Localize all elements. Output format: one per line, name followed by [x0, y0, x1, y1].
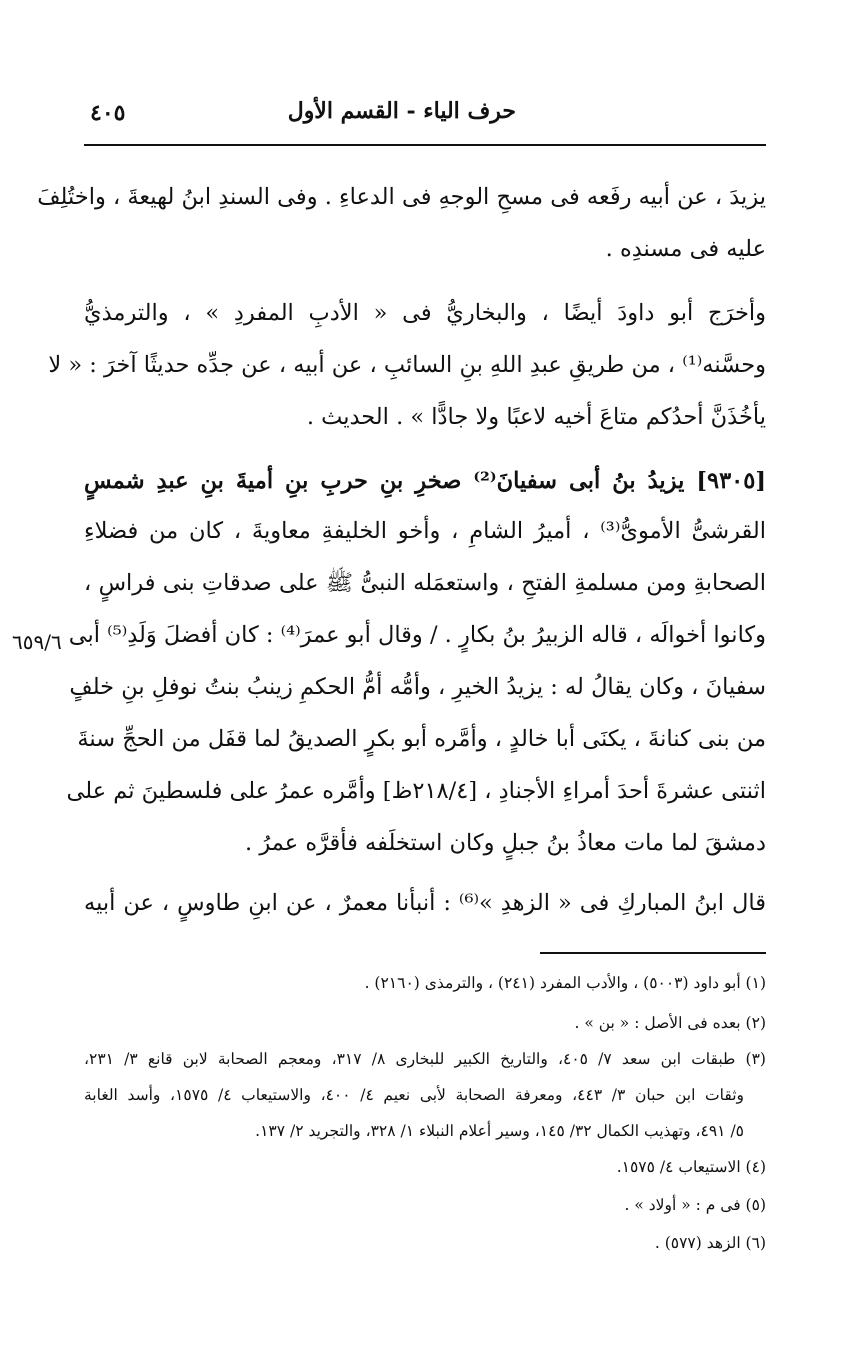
body-line: وأخرَج أبو داودَ أيضًا ، والبخاريُّ فى « الأدبِ المفردِ » ، والترمذيُّ [84, 300, 766, 326]
footnote: (٤) الاستيعاب ٤/ ١٥٧٥. [616, 1158, 766, 1176]
footnote: (٦) الزهد (٥٧٧) . [654, 1234, 766, 1252]
footnote: (١) أبو داود (٥٠٠٣) ، والأدب المفرد (٢٤١) ، والترمذى (٢١٦٠) . [364, 974, 766, 992]
footnote: (٢) بعده فى الأصل : « بن » . [574, 1014, 766, 1032]
running-head-title: حرف الياء - القسم الأول [287, 98, 516, 124]
body-line: من بنى كنانةَ ، يكنَى أبا خالدٍ ، وأمَّره أبو بكرٍ الصديقُ لما قفَل من الحجِّ سنةَ [77, 726, 766, 752]
footnote: (٣) طبقات ابن سعد ٧/ ٤٠٥، والتاريخ الكبير للبخارى ٨/ ٣١٧، ومعجم الصحابة لابن قانع ٣/ ٢٣١، [84, 1050, 766, 1068]
footnote-continuation: ٥/ ٤٩١، وتهذيب الكمال ٣٢/ ١٤٥، وسير أعلام النبلاء ١/ ٣٢٨، والتجريد ٢/ ١٣٧. [255, 1122, 744, 1140]
body-line: الصحابةِ ومن مسلمةِ الفتحِ ، واستعمَله النبىُّ ﷺ على صدقاتِ بنى فراسٍ ، [84, 570, 766, 596]
footnote-continuation: وثقات ابن حبان ٣/ ٤٤٣، ومعرفة الصحابة لأبى نعيم ٤/ ٤٠٠، والاستيعاب ٤/ ١٥٧٥، وأسد الغابة [84, 1086, 744, 1104]
body-line: وحسَّنه⁽¹⁾ ، من طريقِ عبدِ اللهِ بنِ السائبِ ، عن أبيه ، عن جدِّه حديثًا آخرَ : « لا [48, 352, 766, 378]
body-line: عليه فى مسندِه . [605, 236, 766, 262]
body-line: دمشقَ لما مات معاذُ بنُ جبلٍ وكان استخلَفه فأقرَّه عمرُ . [245, 830, 766, 856]
footnote: (٥) فى م : « أولاد » . [624, 1196, 766, 1214]
body-line: القرشىُّ الأموىُّ⁽³⁾ ، أميرُ الشامِ ، وأخو الخليفةِ معاويةَ ، كان من فضلاءِ [84, 518, 766, 544]
body-line: قال ابنُ المباركِ فى « الزهدِ »⁽⁶⁾ : أنبأنا معمرٌ ، عن ابنِ طاوسٍ ، عن أبيه [84, 890, 766, 916]
header-rule [84, 144, 766, 146]
footnote-separator [540, 952, 766, 954]
body-line: يأخُذَنَّ أحدُكم متاعَ أخيه لاعبًا ولا جادًّا » . الحديث . [306, 404, 766, 430]
body-line: سفيانَ ، وكان يقالُ له : يزيدُ الخيرِ ، وأمُّه أمُّ الحكمِ زينبُ بنتُ نوفلِ بنِ خلفٍ [69, 674, 766, 700]
entry-heading-line: [٩٣٠٥] يزيدُ بنُ أبى سفيانَ⁽²⁾ صخرِ بنِ حربِ بنِ أميةَ بنِ عبدِ شمسٍ [84, 468, 766, 494]
body-line: اثنتى عشرةَ أحدَ أمراءِ الأجنادِ ، [٢١٨/٤ظ] وأمَّره عمرُ على فلسطينَ ثم على [66, 778, 766, 804]
margin-reference: ٦٥٩/٦ [12, 630, 62, 654]
body-line: يزيدَ ، عن أبيه رفَعه فى مسحِ الوجهِ فى الدعاءِ . وفى السندِ ابنُ لهيعةَ ، واختُلِفَ [37, 184, 766, 210]
page-number: ٤٠٥ [90, 100, 126, 126]
body-line: وكانوا أخوالَه ، قاله الزبيرُ بنُ بكارٍ . / وقال أبو عمرَ⁽⁴⁾ : كان أفضلَ وَلَدِ⁽⁵⁾ أبى [68, 622, 766, 648]
